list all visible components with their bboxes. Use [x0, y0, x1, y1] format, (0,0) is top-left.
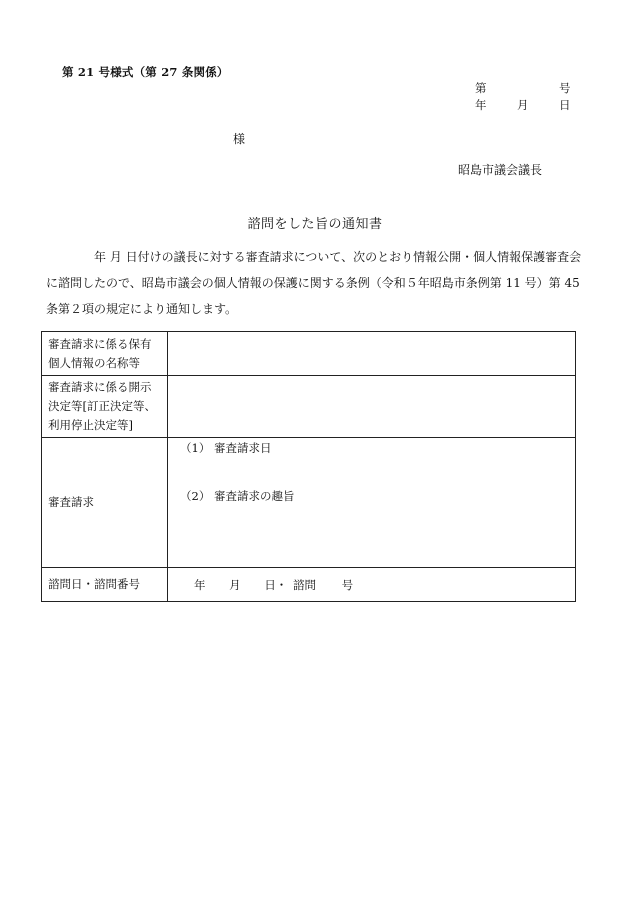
item-number: （1） — [180, 441, 211, 455]
row-label-inquiry: 諮問日・諮問番号 — [42, 568, 168, 602]
row-label-record-name: 審査請求に係る保有個人情報の名称等 — [42, 332, 168, 376]
row-value-inquiry — [168, 568, 576, 602]
table-row — [42, 568, 576, 602]
row-value-decision — [168, 376, 576, 438]
request-purpose-item — [180, 488, 295, 504]
number-suffix: 号 — [559, 81, 571, 95]
row-label-request: 審査請求 — [42, 438, 168, 568]
item-number: （2） — [180, 489, 211, 503]
document-title: 諮問をした旨の通知書 — [247, 217, 383, 232]
item-text: 審査請求の趣旨 — [214, 489, 295, 503]
notice-table — [41, 331, 576, 602]
document-number-line — [475, 80, 571, 94]
row-label-decision: 審査請求に係る開示決定等[訂正決定等、利用停止決定等] — [42, 376, 168, 438]
date-year: 年 — [475, 98, 487, 112]
inquiry-month: 月 — [229, 577, 241, 592]
document-date-line — [475, 97, 571, 111]
number-prefix: 第 — [475, 81, 487, 95]
row-value-record-name — [168, 332, 576, 376]
inquiry-number-suffix: 号 — [341, 577, 354, 592]
body-paragraph — [46, 244, 582, 322]
form-number: 第 21 号様式（第 27 条関係） — [62, 65, 229, 79]
date-month: 月 — [517, 98, 529, 112]
request-date-item — [180, 440, 272, 456]
item-text: 審査請求日 — [214, 441, 272, 455]
sender-name: 昭島市議会議長 — [458, 163, 543, 177]
date-day: 日 — [559, 98, 571, 112]
inquiry-day: 日・ — [264, 577, 288, 592]
inquiry-year: 年 — [194, 577, 206, 592]
table-row — [42, 438, 576, 568]
row-value-request — [168, 438, 576, 568]
table-row — [42, 376, 576, 438]
addressee-suffix: 様 — [233, 132, 246, 146]
body-text: 年 月 日付けの議長に対する審査請求について、次のとおり情報公開・個人情報保護審査会に諮問したので、昭島市議会の個人情報の保護に関する条例（令和５年昭島市条例第 11 号）第 45 条第２項の規定により通知します。 — [46, 250, 582, 316]
inquiry-label: 諮問 — [292, 577, 316, 592]
table-row — [42, 332, 576, 376]
